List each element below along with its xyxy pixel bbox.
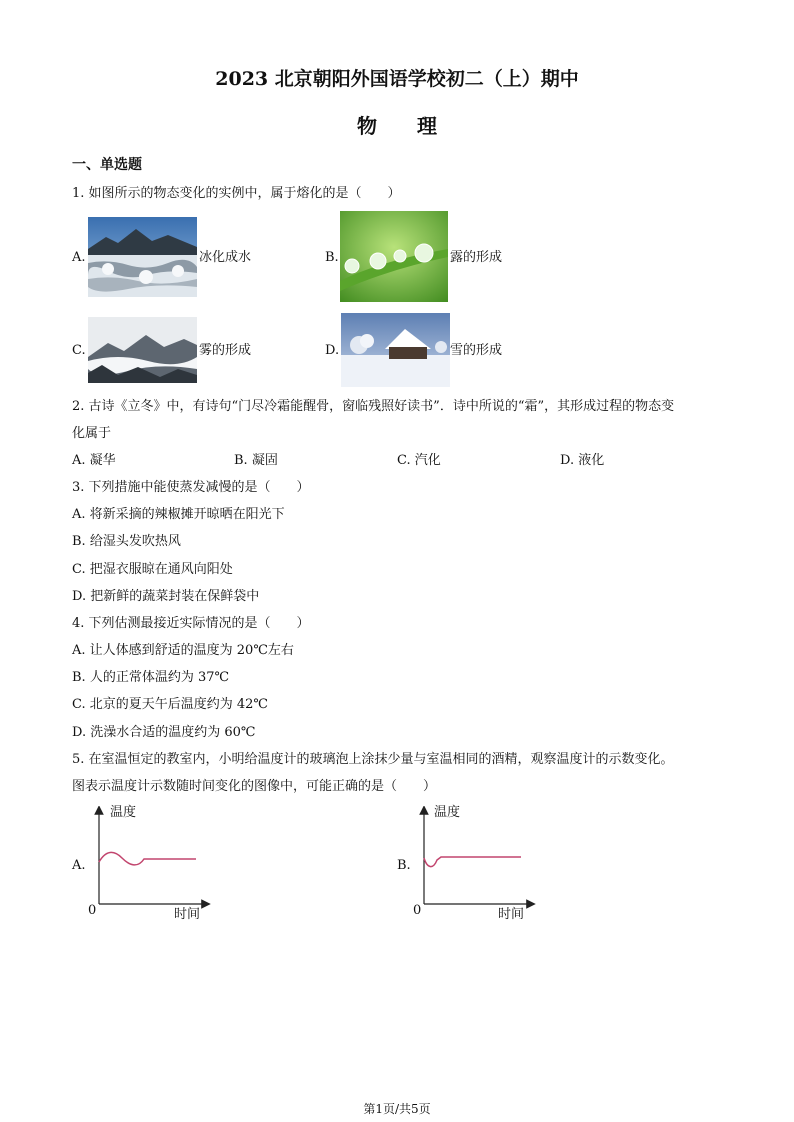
q1-option-b-letter: B. [325,250,339,265]
q2-option-d: D. 液化 [560,453,605,468]
q3-stem: 3. 下列措施中能使蒸发减慢的是（ ） [72,480,310,495]
q1-stem: 1. 如图所示的物态变化的实例中，属于熔化的是（ ） [72,186,401,201]
q5-stem-line1: 5. 在室温恒定的教室内，小明给温度计的玻璃泡上涂抹少量与室温相同的酒精，观察温度计的示数变化。 [72,752,674,767]
q1-option-c-caption: 雾的形成 [199,343,252,358]
q5-stem-line2: 图表示温度计示数随时间变化的图像中，可能正确的是（ ） [72,779,437,794]
exam-title: 2023 北京朝阳外国语学校初二（上）期中 [215,68,579,90]
q4-option-b: B. 人的正常体温约为 37℃ [72,670,230,685]
q1-option-a-caption: 冰化成水 [199,250,252,265]
q5-graph-a [92,806,212,910]
q1-option-a-letter: A. [72,250,86,265]
q4-option-d: D. 洗澡水合适的温度约为 60℃ [72,725,256,740]
q1-option-d-letter: D. [325,343,340,358]
q1-option-b-caption: 露的形成 [450,250,503,265]
q5-graph-b [417,806,537,910]
q5-graph-a-xlabel: 时间 [174,907,201,922]
snow-house-photo [341,313,450,387]
page-number: 第1页/共5页 [363,1102,431,1116]
q5-graph-a-letter: A. [72,858,86,873]
q5-graph-b-letter: B. [397,858,411,873]
q5-graph-a-ylabel: 温度 [110,805,137,820]
q4-option-a: A. 让人体感到舒适的温度为 20℃左右 [72,643,294,658]
subject-title: 物 理 [357,114,437,138]
q5-graph-b-curve [424,857,521,867]
q3-option-b: B. 给湿头发吹热风 [72,534,181,549]
frozen-river-photo [88,217,197,297]
q5-graph-b-origin: 0 [413,903,422,918]
q2-option-b: B. 凝固 [234,453,278,468]
section-heading: 一、单选题 [72,157,142,173]
dew-drops-photo [340,211,448,302]
q3-option-c: C. 把湿衣服晾在通风向阳处 [72,562,233,577]
q5-graph-a-origin: 0 [88,903,97,918]
q1-option-c-letter: C. [72,343,86,358]
q1-option-d-caption: 雪的形成 [450,343,503,358]
q2-option-c: C. 汽化 [397,453,441,468]
q5-graph-b-xlabel: 时间 [498,907,525,922]
q2-stem-line1: 2. 古诗《立冬》中，有诗句“门尽冷霜能醒骨，窗临残照好读书”．诗中所说的“霜”，其形成过程的物态变 [72,399,675,414]
q3-option-d: D. 把新鲜的蔬菜封装在保鲜袋中 [72,589,260,604]
q4-option-c: C. 北京的夏天午后温度约为 42℃ [72,697,268,712]
q2-option-a: A. 凝华 [72,453,116,468]
q2-stem-line2: 化属于 [72,426,112,441]
q3-option-a: A. 将新采摘的辣椒摊开晾晒在阳光下 [72,507,285,522]
q4-stem: 4. 下列估测最接近实际情况的是（ ） [72,616,310,631]
q5-graph-b-ylabel: 温度 [434,805,461,820]
q5-graph-a-curve [99,852,196,864]
fog-mountain-photo [88,317,197,383]
